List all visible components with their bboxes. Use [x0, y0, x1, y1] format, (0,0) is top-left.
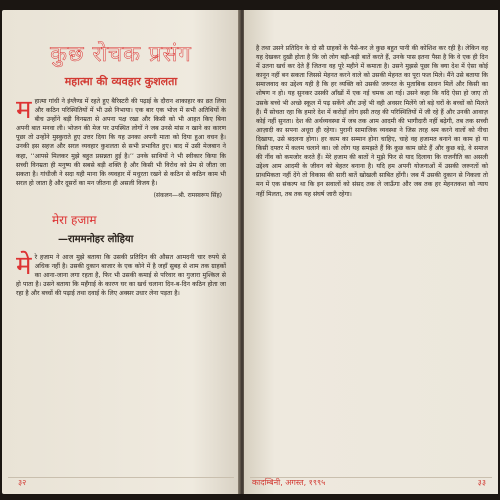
page-heading: कुछ रोचक प्रसंग: [50, 42, 192, 67]
story-body: [16, 97, 226, 188]
section-title: मेरा हजाम: [52, 212, 97, 227]
section-author: —राममनोहर लोहिया: [58, 233, 134, 245]
right-page: [244, 10, 498, 494]
right-body: है तथा उसने प्रतिदिन के दो सौ ग्राहकों के पैसे-कर ले कुछ बहुत पानी की कोशिश कर रही है। लेकिन वह यह देखकर दुखी होता है कि जो लोग बड़ी-बड़ी बातें करते हैं, उनके पास इतना पैसा है कि वे एक ही दिन में उतना खर्च कर देते हैं जितना वह पूरे महीने में कमाता है। उसने मुझसे पूछा कि क्या देश में ऐसा कोई कानून नहीं बन सकता जिससे मेहनत करने वाले को उसकी मेहनत का पूरा फल मिले। मैंने उसे बताया कि समाजवाद का उद्देश्य यही है कि हर व्यक्ति को उसकी जरूरत के मुताबिक साधन मिलें और किसी का शोषण न हो। यह सुनकर उसकी आँखों में एक नई चमक आ गई। उसने कहा कि यदि ऐसा हो जाए तो उसके बच्चे भी अच्छे स्कूल में पढ़ सकेंगे और उन्हें भी वही अवसर मिलेंगे जो बड़े घरों के बच्चों को मिलते हैं। मैं सोचता रहा कि हमारे देश में करोड़ों लोग इसी तरह की परिस्थितियों में जी रहे हैं और उनकी आवाज़ कोई नहीं सुनता। देश की अर्थव्यवस्था में जब तक आम आदमी की भागीदारी नहीं बढ़ेगी, तब तक सच्ची आज़ादी का सपना अधूरा ही रहेगा। पुरानी सामाजिक व्यवस्था ने जिस तरह श्रम करने वालों को नीचा दिखाया, उसे बदलना होगा। हर काम का सम्मान होना चाहिए, चाहे वह हजामत बनाने का काम हो या किसी दफ्तर में कलम चलाने का। जो लोग यह समझते हैं कि कुछ काम छोटे हैं और कुछ बड़े, वे समाज की नींव को कमजोर करते हैं। मेरे हजाम की बातों ने मुझे फिर से याद दिलाया कि राजनीति का असली उद्देश्य आम आदमी के जीवन को बेहतर बनाना है। यदि हम अपनी योजनाओं में उसकी जरूरतों को प्राथमिकता नहीं देंगे तो विकास की सारी बातें खोखली साबित होंगी। जब मैं उसकी दुकान से निकला तो मन में एक संकल्प था कि इन सवालों को संसद तक ले जाऊँगा और जब तक हर मेहनतकश को न्याय नहीं मिलता, तब तक यह संघर्ष जारी रहेगा।: [256, 45, 488, 198]
section-text: रे हजाम ने आज मुझे बताया कि उसकी प्रतिदिन की औसत आमदनी चार रुपये से अधिक नहीं है। उसकी दुकान बाजार के एक कोने में है जहाँ सुबह से शाम तक ग्राहकों का आना-जाना लगा रहता है, फिर भी उसकी कमाई से परिवार का गुजारा मुश्किल से हो पाता है। उसने बताया कि महँगाई के कारण घर का खर्च चलाना दिन-ब-दिन कठिन होता जा रहा है और बच्चों की पढ़ाई तथा दवाई के लिए अक्सर उधार लेना पड़ता है।: [16, 253, 226, 298]
drop-cap: म: [16, 95, 32, 125]
story-text: हात्मा गांधी ने इंग्लैण्ड में रहते हुए बैरिस्टरी की पढ़ाई के दौरान शाकाहार का व्रत लिया और कठिन परिस्थितियों में भी उसे निभाया। एक बार एक भोज में सभी अतिथियों के बीच उन्होंने बड़ी विनम्रता से अपना पक्ष रखा और किसी को भी आहत किए बिना अपनी बात मनवा ली। भोजन की मेज पर उपस्थित लोगों ने जब उनसे मांस न खाने का कारण पूछा तो उन्होंने मुस्कुराते हुए उत्तर दिया कि यह उनका अपनी माता को दिया हुआ वचन है। उनकी इस सहज और सरल व्यवहार कुशलता से सभी प्रभावित हुए। बाद में उसी मेजबान ने कहा, ‘‘आपसे मिलकर मुझे बहुत प्रसन्नता हुई है।’’ उनके साथियों ने भी स्वीकार किया कि सच्ची विनम्रता ही मनुष्य की सबसे बड़ी शक्ति है और किसी भी विरोध को प्रेम से जीता जा सकता है। गांधीजी ने सदा यही माना कि व्यवहार में मधुरता रखने से कठिन से कठिन काम भी सरल हो जाता है और दूसरों का मन जीतना ही असली विजय है।: [16, 98, 226, 187]
story-subheading: महात्मा की व्यवहार कुशलता: [64, 75, 178, 88]
footer-rule-left: [8, 477, 234, 478]
page-number-left: ३२: [18, 478, 27, 487]
story-credit: (संकलन—श्री. रामस्वरूप सिंह): [153, 191, 222, 199]
section-mera-hajam: [16, 211, 226, 298]
left-page: [2, 10, 240, 494]
section-drop-cap: मे: [16, 250, 32, 281]
page-number-right: ३३: [477, 478, 486, 487]
magazine-footer: कादम्बिनी, अगस्त, १९९५: [252, 478, 326, 487]
section-body: [16, 250, 226, 298]
